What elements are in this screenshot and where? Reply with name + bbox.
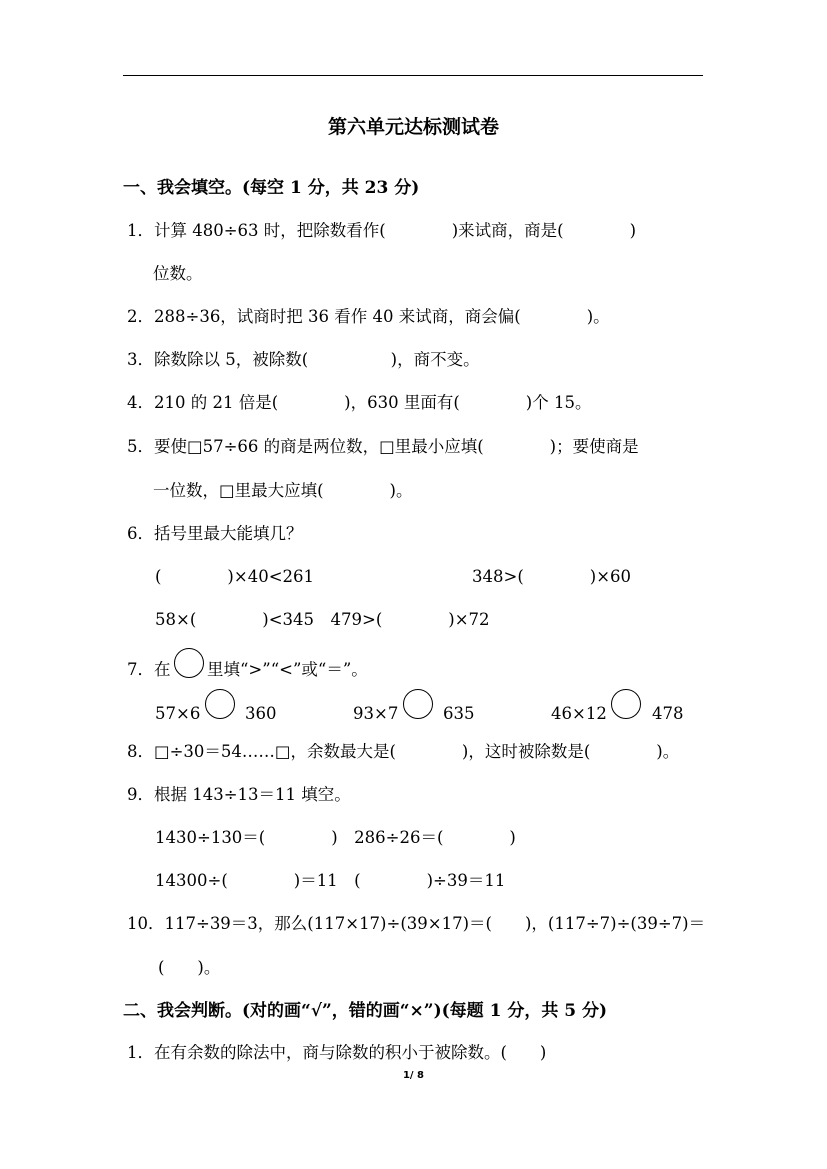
q10-line2: ( )。 (158, 958, 221, 977)
q10-line1: 10．117÷39＝3，那么(117×17)÷(39×17)＝( )，(117÷7)÷(39÷7)＝ (127, 914, 706, 933)
compare-circle-icon (611, 689, 641, 719)
q7a-right: 360 (245, 704, 277, 723)
page-title: 第六单元达标测试卷 (327, 116, 499, 138)
q7-suffix: 里填“>”“<”或“＝”。 (207, 660, 368, 679)
q9-items-ab: 1430÷130＝( ) 286÷26＝( ) (155, 828, 516, 847)
compare-circle-icon (174, 648, 204, 678)
q7c-right: 478 (652, 704, 684, 723)
compare-circle-icon (403, 689, 433, 719)
header-rule (123, 75, 703, 76)
q7a-left: 57×6 (155, 704, 201, 723)
q6-item-a: ( )×40<261 (155, 567, 315, 586)
q9: 9．根据 143÷13＝11 填空。 (127, 785, 351, 804)
compare-circle-icon (205, 689, 235, 719)
q4: 4．210 的 21 倍是( )，630 里面有( )个 15。 (127, 393, 592, 412)
q5-line2: 一位数，□里最大应填( )。 (153, 481, 413, 500)
q7c-left: 46×12 (551, 704, 607, 723)
section2-heading: 二、我会判断。(对的画“√”，错的画“×”)(每题 1 分，共 5 分) (123, 1001, 608, 1021)
page-number: 1/ 8 (402, 1070, 425, 1081)
q9-items-cd: 14300÷( )＝11 ( )÷39＝11 (155, 871, 506, 890)
q7b-right: 635 (443, 704, 475, 723)
q7b-left: 93×7 (353, 704, 399, 723)
q6-item-b: 348>( )×60 (472, 567, 632, 586)
s2-q1: 1．在有余数的除法中，商与除数的积小于被除数。( ) (127, 1043, 547, 1062)
q8: 8．□÷30＝54……□，余数最大是( )，这时被除数是( )。 (127, 742, 680, 761)
q5-line1: 5．要使□57÷66 的商是两位数，□里最小应填( )；要使商是 (127, 437, 639, 456)
section1-heading: 一、我会填空。(每空 1 分，共 23 分) (123, 178, 420, 198)
q1-line1: 1．计算 480÷63 时，把除数看作( )来试商，商是( ) (127, 221, 637, 240)
q2: 2．288÷36，试商时把 36 看作 40 来试商，商会偏( )。 (127, 307, 610, 326)
q1-line2: 位数。 (153, 264, 203, 283)
q7-prefix: 7．在 (127, 660, 171, 679)
q6-items-cd: 58×( )<345 479>( )×72 (155, 610, 490, 629)
q6: 6．括号里最大能填几？ (127, 524, 303, 543)
q3: 3．除数除以 5，被除数( )，商不变。 (127, 350, 480, 369)
